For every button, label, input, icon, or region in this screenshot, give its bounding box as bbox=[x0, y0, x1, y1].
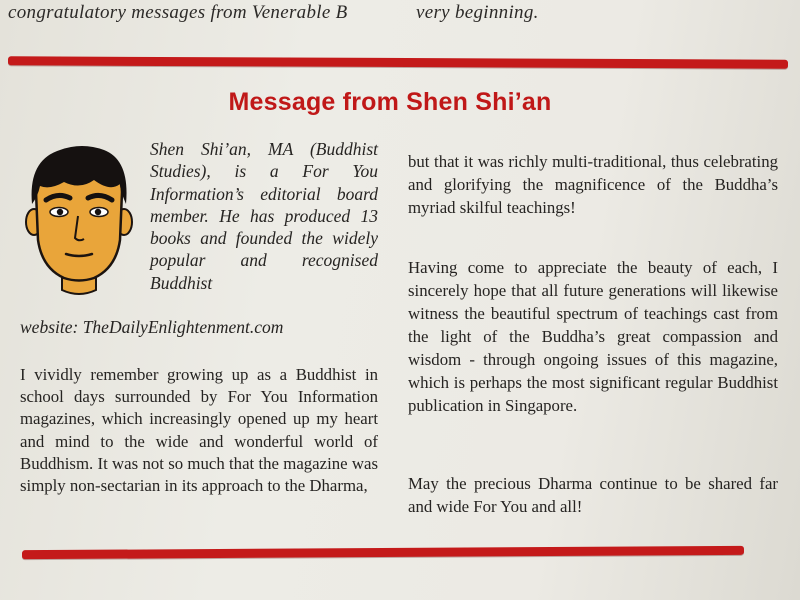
bottom-red-rule bbox=[22, 546, 744, 559]
previous-article-snippet-right: very beginning. bbox=[416, 2, 539, 23]
article-title: Message from Shen Shi’an bbox=[228, 88, 552, 116]
paragraph-hope: Having come to appreciate the beauty of each, I sincerely hope that all future generations will likewise witness the beautiful spectrum of teachings cast from the light of the Buddha’s great compassion and wisdom - through ongoing issues of this magazine, which is perhaps the most significant regular Buddhist publication in Singapore. bbox=[408, 258, 778, 415]
author-bio-text: Shen Shi’an, MA (Buddhist Studies), is a For You Information’s editorial board member. He has produced 13 books and founded the widely popular and recognised Buddhist bbox=[150, 139, 378, 293]
right-paragraph-3 bbox=[408, 472, 778, 518]
paragraph-memories: I vividly remember growing up as a Buddhist in school days surrounded by For You Information magazines, which increasingly opened up my heart and mind to the wide and wonderful world of Buddhism. It was not so much that the magazine was simply non-sectarian in its approach to the Dharma, bbox=[20, 365, 378, 496]
top-red-rule bbox=[8, 56, 788, 68]
paragraph-blessing: May the precious Dharma continue to be shared far and wide For You and all! bbox=[408, 474, 778, 516]
right-paragraph-2 bbox=[408, 256, 778, 417]
paragraph-multi-traditional: but that it was richly multi-traditional, thus celebrating and glorifying the magnificence of the Buddha’s myriad skilful teachings! bbox=[408, 152, 778, 217]
left-column bbox=[20, 364, 378, 497]
right-paragraph-1 bbox=[408, 150, 778, 219]
previous-article-snippet-left: congratulatory messages from Venerable B bbox=[8, 2, 348, 23]
cartoon-man-face-icon bbox=[20, 140, 138, 300]
author-bio bbox=[150, 138, 378, 294]
author-website: website: TheDailyEnlightenment.com bbox=[20, 317, 284, 337]
